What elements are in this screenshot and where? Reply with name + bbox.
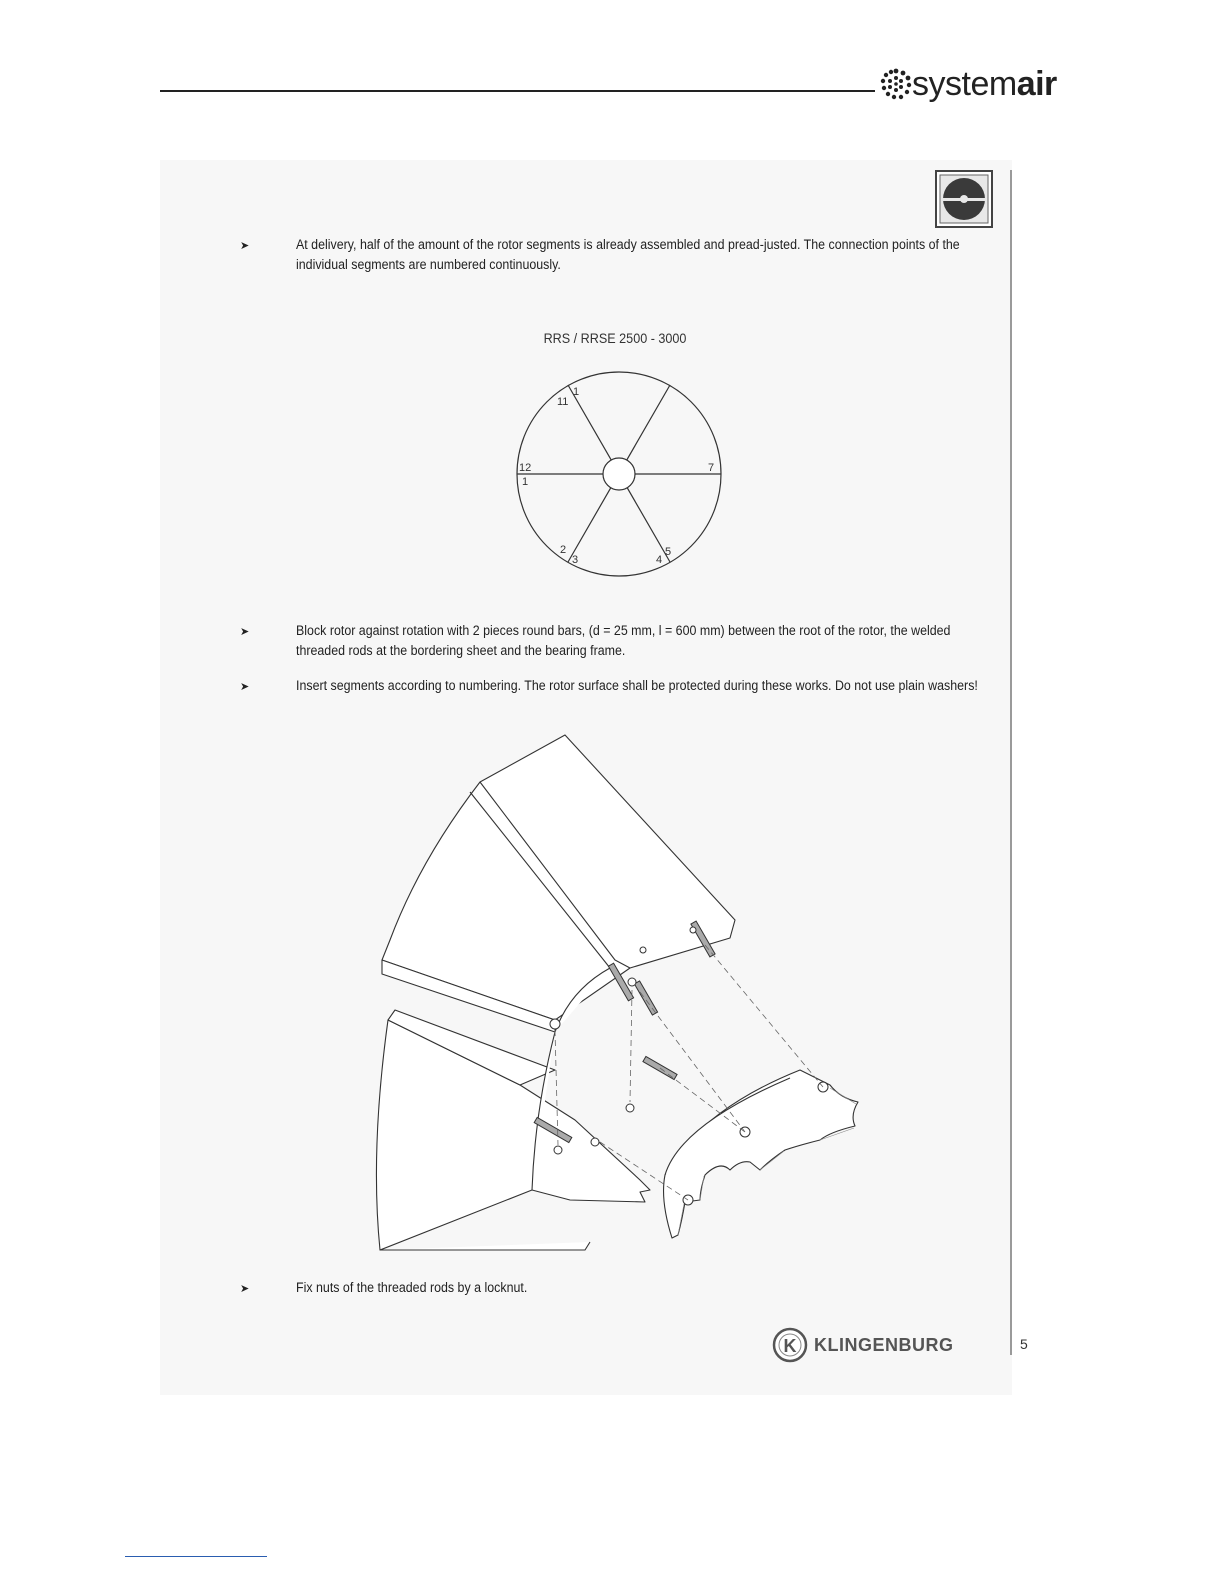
label-1-top: 1 — [573, 386, 580, 398]
footnote-rule — [125, 1556, 267, 1557]
bullet-arrow-icon: ➤ — [240, 626, 250, 638]
page-number: 5 — [1020, 1336, 1028, 1352]
bullet-arrow-icon: ➤ — [240, 681, 250, 693]
rotor-symbol-icon — [935, 170, 993, 228]
bullet-text-3: Insert segments according to numbering. The rotor surface shall be protected during these works. Do not use plain washers! — [296, 678, 978, 693]
label-4: 4 — [656, 554, 663, 566]
side-rule — [1010, 170, 1012, 1355]
klingenburg-k-icon — [772, 1327, 808, 1363]
klingenburg-name: KLINGENBURG — [814, 1334, 954, 1355]
bullet-text-4: Fix nuts of the threaded rods by a locknut. — [296, 1280, 528, 1295]
bullet-text-1: At delivery, half of the amount of the rotor segments is already assembled and pread-justed. The connection points of the individual segments are numbered continuously. — [296, 237, 960, 272]
label-3: 3 — [572, 554, 579, 566]
label-7: 7 — [708, 462, 715, 474]
systemair-logo — [880, 64, 1057, 104]
header-rule — [160, 90, 875, 92]
label-12: 12 — [519, 462, 532, 474]
bullet-arrow-icon: ➤ — [240, 1283, 250, 1295]
svg-text:K: K — [783, 1336, 797, 1356]
klingenburg-logo — [772, 1325, 954, 1365]
bullet-arrow-icon: ➤ — [240, 240, 250, 252]
label-1-left: 1 — [522, 476, 529, 488]
label-2: 2 — [560, 544, 567, 556]
label-5: 5 — [665, 546, 672, 558]
brand-name: systemair — [912, 64, 1057, 103]
diagram-title: RRS / RRSE 2500 - 3000 — [543, 330, 687, 346]
systemair-dots-icon — [880, 68, 912, 100]
rotor-segment-diagram — [505, 365, 735, 585]
bullet-text-2: Block rotor against rotation with 2 pieces round bars, (d = 25 mm, l = 600 mm) between the root of the rotor, the welded threaded rods at the bordering sheet and the bearing frame. — [296, 623, 951, 658]
segment-assembly-drawing — [360, 730, 870, 1255]
label-11: 11 — [557, 396, 569, 408]
